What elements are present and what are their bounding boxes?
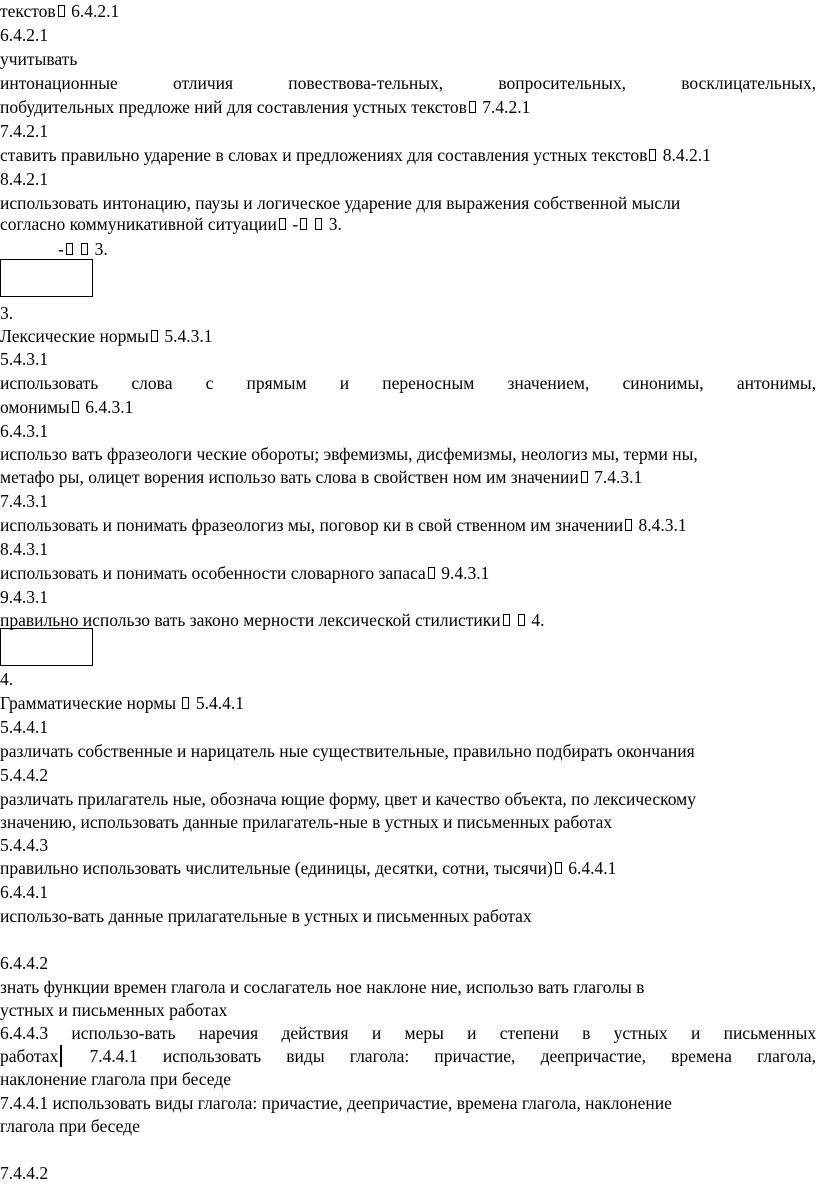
section-code: 6.4.3.1 bbox=[0, 421, 49, 441]
section-number: 3. bbox=[328, 214, 342, 234]
word: меры bbox=[404, 1023, 444, 1043]
text-fragment: использовать и понимать фразеологиз мы, поговор ки в свой ственном им значении bbox=[0, 515, 624, 535]
section-code: 5.4.4.2 bbox=[0, 765, 49, 785]
section-code: 8.4.2.1 bbox=[662, 145, 711, 165]
word: слова bbox=[131, 373, 173, 393]
missing-glyph-icon bbox=[469, 101, 476, 113]
section-heading bbox=[0, 325, 212, 347]
section-code: 5.4.4.1 bbox=[195, 693, 244, 713]
section-code: 7.4.2.1 bbox=[0, 121, 49, 141]
text-line: устных и письменных работах bbox=[0, 1000, 228, 1020]
text-line: наклонение глагола при беседе bbox=[0, 1069, 231, 1089]
text-line bbox=[0, 213, 342, 235]
word: глагола, bbox=[757, 1046, 816, 1066]
text-fragment: метафо ры, олицет ворения использо вать слова в свойствен ном им значении bbox=[0, 467, 579, 487]
text-line bbox=[0, 514, 687, 536]
missing-glyph-icon bbox=[555, 862, 562, 874]
section-code: 7.4.2.1 bbox=[482, 97, 531, 117]
word: синонимы, bbox=[622, 373, 704, 393]
word: интонационные bbox=[0, 73, 118, 93]
word: восклицательных, bbox=[681, 73, 816, 93]
missing-glyph-icon bbox=[625, 519, 632, 531]
section-number: 4. bbox=[531, 610, 545, 630]
justified-line bbox=[0, 1045, 816, 1067]
section-code: 5.4.3.1 bbox=[164, 326, 213, 346]
text-fragment: текстов bbox=[0, 1, 56, 21]
word: антонимы, bbox=[736, 373, 816, 393]
word: и bbox=[339, 373, 350, 393]
missing-glyph-icon bbox=[279, 218, 286, 230]
word: повествова-тельных, bbox=[288, 73, 444, 93]
section-code: 7.4.4.2 bbox=[0, 1163, 49, 1183]
word: и bbox=[371, 1023, 382, 1043]
section-code: 6.4.2.1 bbox=[71, 1, 120, 21]
heading-text: Лексические нормы bbox=[0, 326, 149, 346]
text-line bbox=[0, 466, 642, 488]
missing-glyph-icon bbox=[581, 471, 588, 483]
missing-glyph-icon bbox=[66, 243, 73, 255]
section-number: 3. bbox=[0, 303, 14, 323]
word: виды bbox=[286, 1046, 325, 1066]
word: устных bbox=[613, 1023, 668, 1043]
text-line bbox=[0, 144, 711, 166]
word: использовать bbox=[162, 1046, 262, 1066]
text-line bbox=[58, 238, 108, 260]
empty-image-frame bbox=[0, 628, 93, 666]
missing-glyph-icon bbox=[60, 1045, 62, 1067]
word: работах bbox=[0, 1046, 59, 1066]
text-line: различать прилагатель ные, обознача ющие форму, цвет и качество объекта, по лексическому bbox=[0, 789, 696, 809]
section-number: 3. bbox=[94, 239, 108, 259]
word: отличия bbox=[173, 73, 234, 93]
word: глагола: bbox=[349, 1046, 410, 1066]
text-line: использовать интонацию, паузы и логическое ударение для выражения собственной мысли bbox=[0, 193, 681, 213]
empty-image-frame bbox=[0, 259, 93, 297]
section-code: 9.4.3.1 bbox=[0, 587, 49, 607]
section-number: 4. bbox=[0, 669, 14, 689]
section-code: 8.4.3.1 bbox=[0, 539, 49, 559]
word: в bbox=[582, 1023, 591, 1043]
text-line bbox=[0, 562, 489, 584]
justified-line bbox=[0, 372, 816, 394]
text-line: учитывать bbox=[0, 49, 78, 69]
missing-glyph-icon bbox=[182, 697, 189, 709]
text-line: 7.4.4.1 использовать виды глагола: причастие, деепричастие, времена глагола, наклонение bbox=[0, 1093, 672, 1113]
text-line: значению, использовать данные прилагатель-ные в устных и письменных работах bbox=[0, 812, 613, 832]
section-code: 6.4.4.2 bbox=[0, 953, 49, 973]
missing-glyph-icon bbox=[300, 218, 307, 230]
word: письменных bbox=[723, 1023, 816, 1043]
text-line: знать функции времен глагола и сослагатель ное наклоне ние, использо вать глаголы в bbox=[0, 977, 645, 997]
missing-glyph-icon bbox=[428, 567, 435, 579]
section-code: 7.4.3.1 bbox=[0, 491, 49, 511]
missing-glyph-icon bbox=[649, 149, 656, 161]
word: с bbox=[205, 373, 214, 393]
word: и bbox=[467, 1023, 477, 1043]
word: переносным bbox=[382, 373, 475, 393]
text-fragment: побудительных предложе ний для составления устных текстов bbox=[0, 97, 467, 117]
section-code: 5.4.4.1 bbox=[0, 717, 49, 737]
word: прямым bbox=[246, 373, 307, 393]
missing-glyph-icon bbox=[518, 614, 525, 626]
text-line: использо-вать данные прилагательные в устных и письменных работах bbox=[0, 906, 532, 926]
section-code: 7.4.3.1 bbox=[594, 467, 643, 487]
section-code: 8.4.2.1 bbox=[0, 169, 49, 189]
text-fragment: - bbox=[58, 239, 64, 259]
text-line: различать собственные и нарицатель ные существительные, правильно подбирать окончания bbox=[0, 741, 695, 761]
word: времена bbox=[671, 1046, 732, 1066]
text-fragment: правильно использовать числительные (единицы, десятки, сотни, тысячи) bbox=[0, 858, 553, 878]
word: действия bbox=[281, 1023, 349, 1043]
heading-text: Грамматические нормы bbox=[0, 693, 177, 713]
justified-line bbox=[0, 72, 816, 94]
text-line bbox=[0, 857, 616, 879]
text-line: использо вать фразеологи ческие обороты; эвфемизмы, дисфемизмы, неологиз мы, терми ны, bbox=[0, 444, 698, 464]
text-fragment: - bbox=[292, 214, 299, 234]
section-code: 6.4.4.1 bbox=[568, 858, 617, 878]
missing-glyph-icon bbox=[151, 330, 158, 342]
section-code: 6.4.3.1 bbox=[85, 397, 134, 417]
section-code: 8.4.3.1 bbox=[638, 515, 687, 535]
missing-glyph-icon bbox=[81, 243, 88, 255]
section-code: 6.4.2.1 bbox=[0, 25, 49, 45]
section-code: 9.4.3.1 bbox=[441, 563, 490, 583]
text-line: глагола при беседе bbox=[0, 1116, 140, 1136]
missing-glyph-icon bbox=[503, 614, 510, 626]
text-fragment: согласно коммуникативной ситуации bbox=[0, 214, 277, 234]
text-fragment bbox=[0, 1046, 64, 1066]
text-fragment: использовать и понимать особенности словарного запаса bbox=[0, 563, 426, 583]
section-code: 6.4.4.3 bbox=[0, 1023, 49, 1043]
text-fragment: омонимы bbox=[0, 397, 70, 417]
word: значением, bbox=[507, 373, 590, 393]
section-code: 7.4.4.1 bbox=[89, 1046, 138, 1066]
word: использо-вать bbox=[71, 1023, 176, 1043]
word: использовать bbox=[0, 373, 99, 393]
text-line bbox=[0, 96, 530, 118]
missing-glyph-icon bbox=[315, 218, 322, 230]
word: наречия bbox=[198, 1023, 259, 1043]
text-fragment: правильно использо вать законо мерности лексической стилистики bbox=[0, 610, 501, 630]
justified-line bbox=[0, 1022, 816, 1044]
word: и bbox=[690, 1023, 701, 1043]
word: вопросительных, bbox=[498, 73, 627, 93]
text-line bbox=[0, 0, 119, 22]
section-code: 5.4.4.3 bbox=[0, 835, 49, 855]
missing-glyph-icon bbox=[72, 401, 79, 413]
section-code: 6.4.4.1 bbox=[0, 882, 49, 902]
word: степени bbox=[499, 1023, 559, 1043]
word: причастие, bbox=[434, 1046, 516, 1066]
word: деепричастие, bbox=[540, 1046, 646, 1066]
text-line bbox=[0, 396, 133, 418]
text-fragment: ставить правильно ударение в словах и предложениях для составления устных текстов bbox=[0, 145, 648, 165]
section-heading bbox=[0, 692, 244, 714]
section-code: 5.4.3.1 bbox=[0, 349, 49, 369]
missing-glyph-icon bbox=[58, 5, 65, 17]
